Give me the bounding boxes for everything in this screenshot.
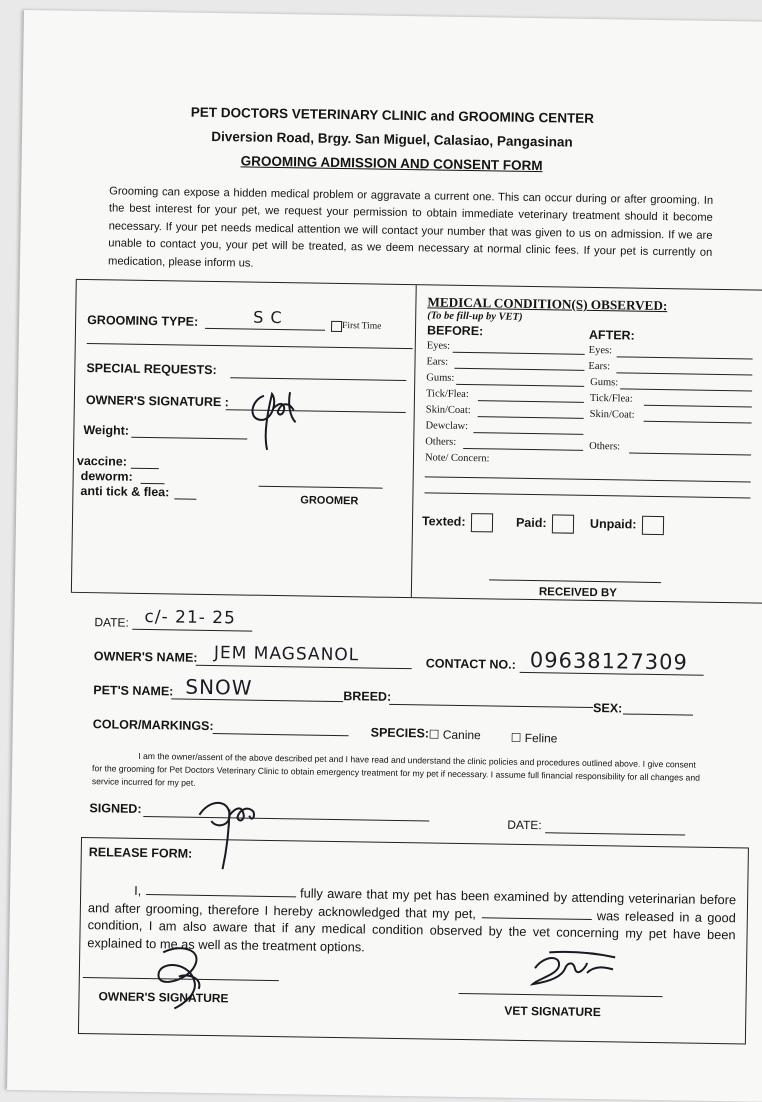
canine-text: Canine <box>442 727 481 743</box>
owner-name-label: OWNER'S NAME: <box>93 649 198 665</box>
release-owner-signature-label: OWNER'S SIGNATURE <box>98 989 229 1006</box>
paid-text: Paid: <box>515 515 547 531</box>
sex-label: SEX: <box>592 701 623 716</box>
breed-label: BREED: <box>343 689 392 704</box>
medical-condition-title: MEDICAL CONDITION(S) OBSERVED: <box>427 294 668 314</box>
texted-label <box>422 512 493 532</box>
contact-label: CONTACT NO.: <box>425 656 516 672</box>
groomer-label: GROOMER <box>300 494 359 508</box>
sex-line[interactable] <box>623 713 693 715</box>
owner-name-value: JEM MAGSANOL <box>213 643 360 666</box>
paid-checkbox[interactable] <box>551 514 573 533</box>
before-skin-coat-label: Skin/Coat: <box>425 404 471 417</box>
after-skin-coat-label: Skin/Coat: <box>589 408 635 421</box>
before-others-label: Others: <box>425 436 457 448</box>
release-name-blank[interactable] <box>146 894 296 897</box>
pet-name-line[interactable] <box>171 698 343 702</box>
deworm-label: deworm: <box>80 468 133 484</box>
paid-label <box>516 514 574 534</box>
vet-signature-label: VET SIGNATURE <box>504 1003 601 1020</box>
grooming-type-value: S C <box>253 307 283 328</box>
release-line1-end: fully aware that my pet has been examined by attending veterinarian before and after grooming, therefore I hereby acknowledged that my pet, <box>87 885 737 921</box>
species-feline[interactable]: ☐ Feline <box>510 730 558 746</box>
color-markings-label: COLOR/MARKINGS: <box>92 717 214 734</box>
color-markings-line[interactable] <box>213 733 349 736</box>
texted-checkbox[interactable] <box>470 513 492 532</box>
owner-signature-label: OWNER'S SIGNATURE : <box>85 393 230 410</box>
date-value: c/- 21- 25 <box>144 606 237 629</box>
pet-name-label: PET'S NAME: <box>93 683 174 699</box>
weight-label: Weight: <box>83 422 130 438</box>
release-title: RELEASE FORM: <box>88 845 193 861</box>
signed-label: SIGNED: <box>89 801 142 816</box>
received-by-label: RECEIVED BY <box>538 586 617 600</box>
unpaid-text: Unpaid: <box>589 516 637 532</box>
after-eyes-label: Eyes: <box>588 344 613 357</box>
vet-signature-scribble <box>515 938 626 1000</box>
after-ears-label: Ears: <box>588 360 611 373</box>
after-others-label: Others: <box>589 440 621 453</box>
breed-line[interactable] <box>389 704 593 708</box>
unpaid-label <box>590 515 664 535</box>
form-title: GROOMING ADMISSION AND CONSENT FORM <box>240 153 543 174</box>
after-tick-flea-label: Tick/Flea: <box>589 392 633 405</box>
release-pet-blank[interactable] <box>481 917 591 920</box>
release-line1-start: I, <box>134 882 142 898</box>
form-paper <box>7 10 762 1102</box>
note-concern-label: Note/ Concern: <box>424 452 490 465</box>
first-time-checkbox[interactable] <box>331 321 342 332</box>
consent-text: I am the owner/assent of the above described pet and I have read and understand the clinic policies and procedures outlined above. I give consent for the grooming for Pet Doctors Veterinary Clinic to obtain emergency treatment for my pet if necessary. I assume full financial responsibility for all changes and service incurred for my pet. <box>91 750 701 788</box>
before-label: BEFORE: <box>426 323 484 339</box>
species-label: SPECIES: <box>370 725 430 741</box>
anti-tick-flea-label: anti tick & flea: <box>80 483 170 500</box>
contact-value: 09638127309 <box>529 648 689 675</box>
clinic-address: Diversion Road, Brgy. San Miguel, Calasiao, Pangasinan <box>211 128 573 150</box>
before-gums-label: Gums: <box>426 372 455 384</box>
owner-signature-scribble-1 <box>233 381 314 454</box>
before-dewclaw-label: Dewclaw: <box>425 420 469 433</box>
signed-line[interactable] <box>143 816 429 821</box>
owner-name-line[interactable] <box>196 665 412 669</box>
first-time-label: First Time <box>341 321 382 332</box>
release-line2-end: was released in a good condition, I am also aware that if any medical condition observed by the vet concerning my pet have been explained to me as well as the treatment options. <box>87 907 736 955</box>
before-tick-flea-label: Tick/Flea: <box>425 388 469 401</box>
after-label: AFTER: <box>588 327 635 343</box>
species-canine[interactable]: ☐ Canine <box>428 727 481 743</box>
before-ears-label: Ears: <box>426 356 449 368</box>
feline-text: Feline <box>524 730 558 746</box>
date2-line[interactable] <box>545 832 685 835</box>
texted-text: Texted: <box>421 514 466 529</box>
vet-subtitle: (To be fill-up by VET) <box>427 310 523 323</box>
pet-name-value: SNOW <box>185 674 253 700</box>
date2-label: DATE: <box>507 817 542 833</box>
special-requests-label: SPECIAL REQUESTS: <box>86 361 217 378</box>
clinic-name: PET DOCTORS VETERINARY CLINIC and GROOMING CENTER <box>190 104 595 126</box>
date-line[interactable] <box>132 629 252 632</box>
grooming-type-label: GROOMING TYPE: <box>87 313 199 329</box>
vaccine-label: vaccine: <box>76 453 128 469</box>
intro-paragraph: Grooming can expose a hidden medical problem or aggravate a current one. This can occur during or after grooming. In the best interest for your pet, we request your permission to obtain immediate veterinary treatment should it become necessary. If your pet needs medical attention we will contact your number that was given to us on admission. If we are unable to contact you, your pet will be treated, as we deem necessary at normal clinic fees. If your pet is currently on medication, please inform us. <box>107 185 714 270</box>
date-label: DATE: <box>94 615 129 630</box>
unpaid-checkbox[interactable] <box>641 516 663 535</box>
after-gums-label: Gums: <box>590 376 619 389</box>
before-eyes-label: Eyes: <box>426 340 451 352</box>
